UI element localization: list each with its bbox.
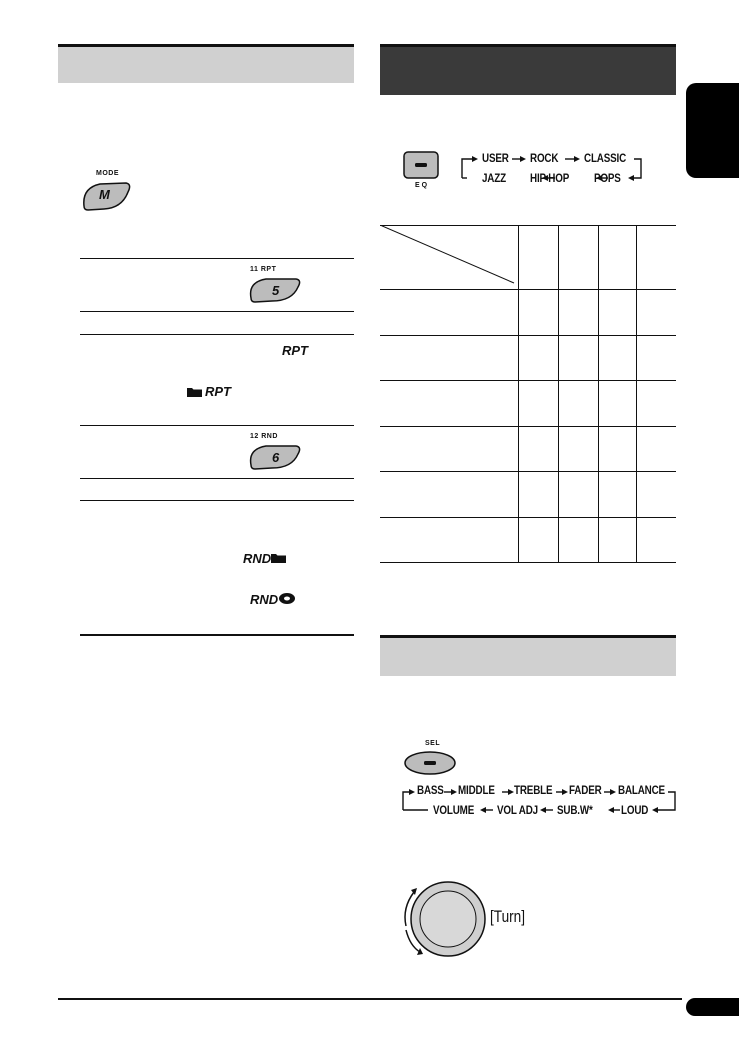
page-number-tab (686, 998, 739, 1016)
eq-mode-hiphop: HIP HOP (530, 171, 570, 185)
divider (80, 634, 354, 636)
folder-icon (270, 552, 287, 564)
rnd-key-label: 6 (272, 450, 280, 465)
disc-icon (278, 592, 296, 605)
rpt-indicator: RPT (282, 343, 308, 358)
right-section-header (380, 44, 676, 95)
left-section-header (58, 44, 354, 83)
sel-item-balance: BALANCE (618, 783, 665, 797)
sel-label: SEL (425, 740, 441, 747)
sel-item-middle: MIDDLE (458, 783, 495, 797)
mode-label: MODE (96, 170, 119, 177)
eq-mode-pops: POPS (594, 171, 621, 185)
right-section-header-2 (380, 635, 676, 676)
eq-table (380, 225, 676, 565)
eq-mode-jazz: JAZZ (482, 171, 506, 185)
rnd-label: 12 RND (250, 433, 278, 440)
divider (80, 334, 354, 335)
eq-mode-user: USER (482, 151, 509, 165)
turn-label: [Turn] (490, 907, 526, 926)
rpt-key-label: 5 (272, 283, 280, 298)
rnd-folder-indicator: RND (243, 551, 272, 566)
sel-item-vol-adj: VOL ADJ (497, 803, 538, 817)
eq-mode-rock: ROCK (530, 151, 559, 165)
eq-mode-classic: CLASSIC (584, 151, 627, 165)
sel-item-fader: FADER (569, 783, 602, 797)
control-dial-icon[interactable] (398, 878, 493, 960)
rpt-label: 11 RPT (250, 266, 277, 273)
mode-key-label: M (99, 187, 110, 202)
eq-button-icon[interactable] (402, 150, 440, 180)
eq-label: EQ (415, 182, 430, 189)
sel-item-volume: VOLUME (433, 803, 475, 817)
folder-rpt-indicator: RPT (205, 384, 231, 399)
divider (80, 500, 354, 501)
sel-button-icon[interactable] (402, 750, 458, 776)
sel-item-treble: TREBLE (514, 783, 553, 797)
sel-item-bass: BASS (417, 783, 444, 797)
sel-item-loud: LOUD (621, 803, 649, 817)
footer-rule (58, 998, 682, 1000)
language-tab (686, 83, 739, 178)
divider (80, 258, 354, 259)
rnd-disc-indicator: RND (250, 592, 279, 607)
folder-icon (186, 386, 203, 398)
divider (80, 425, 354, 426)
divider (80, 311, 354, 312)
sel-item-subw: SUB.W* (557, 803, 593, 817)
divider (80, 478, 354, 479)
